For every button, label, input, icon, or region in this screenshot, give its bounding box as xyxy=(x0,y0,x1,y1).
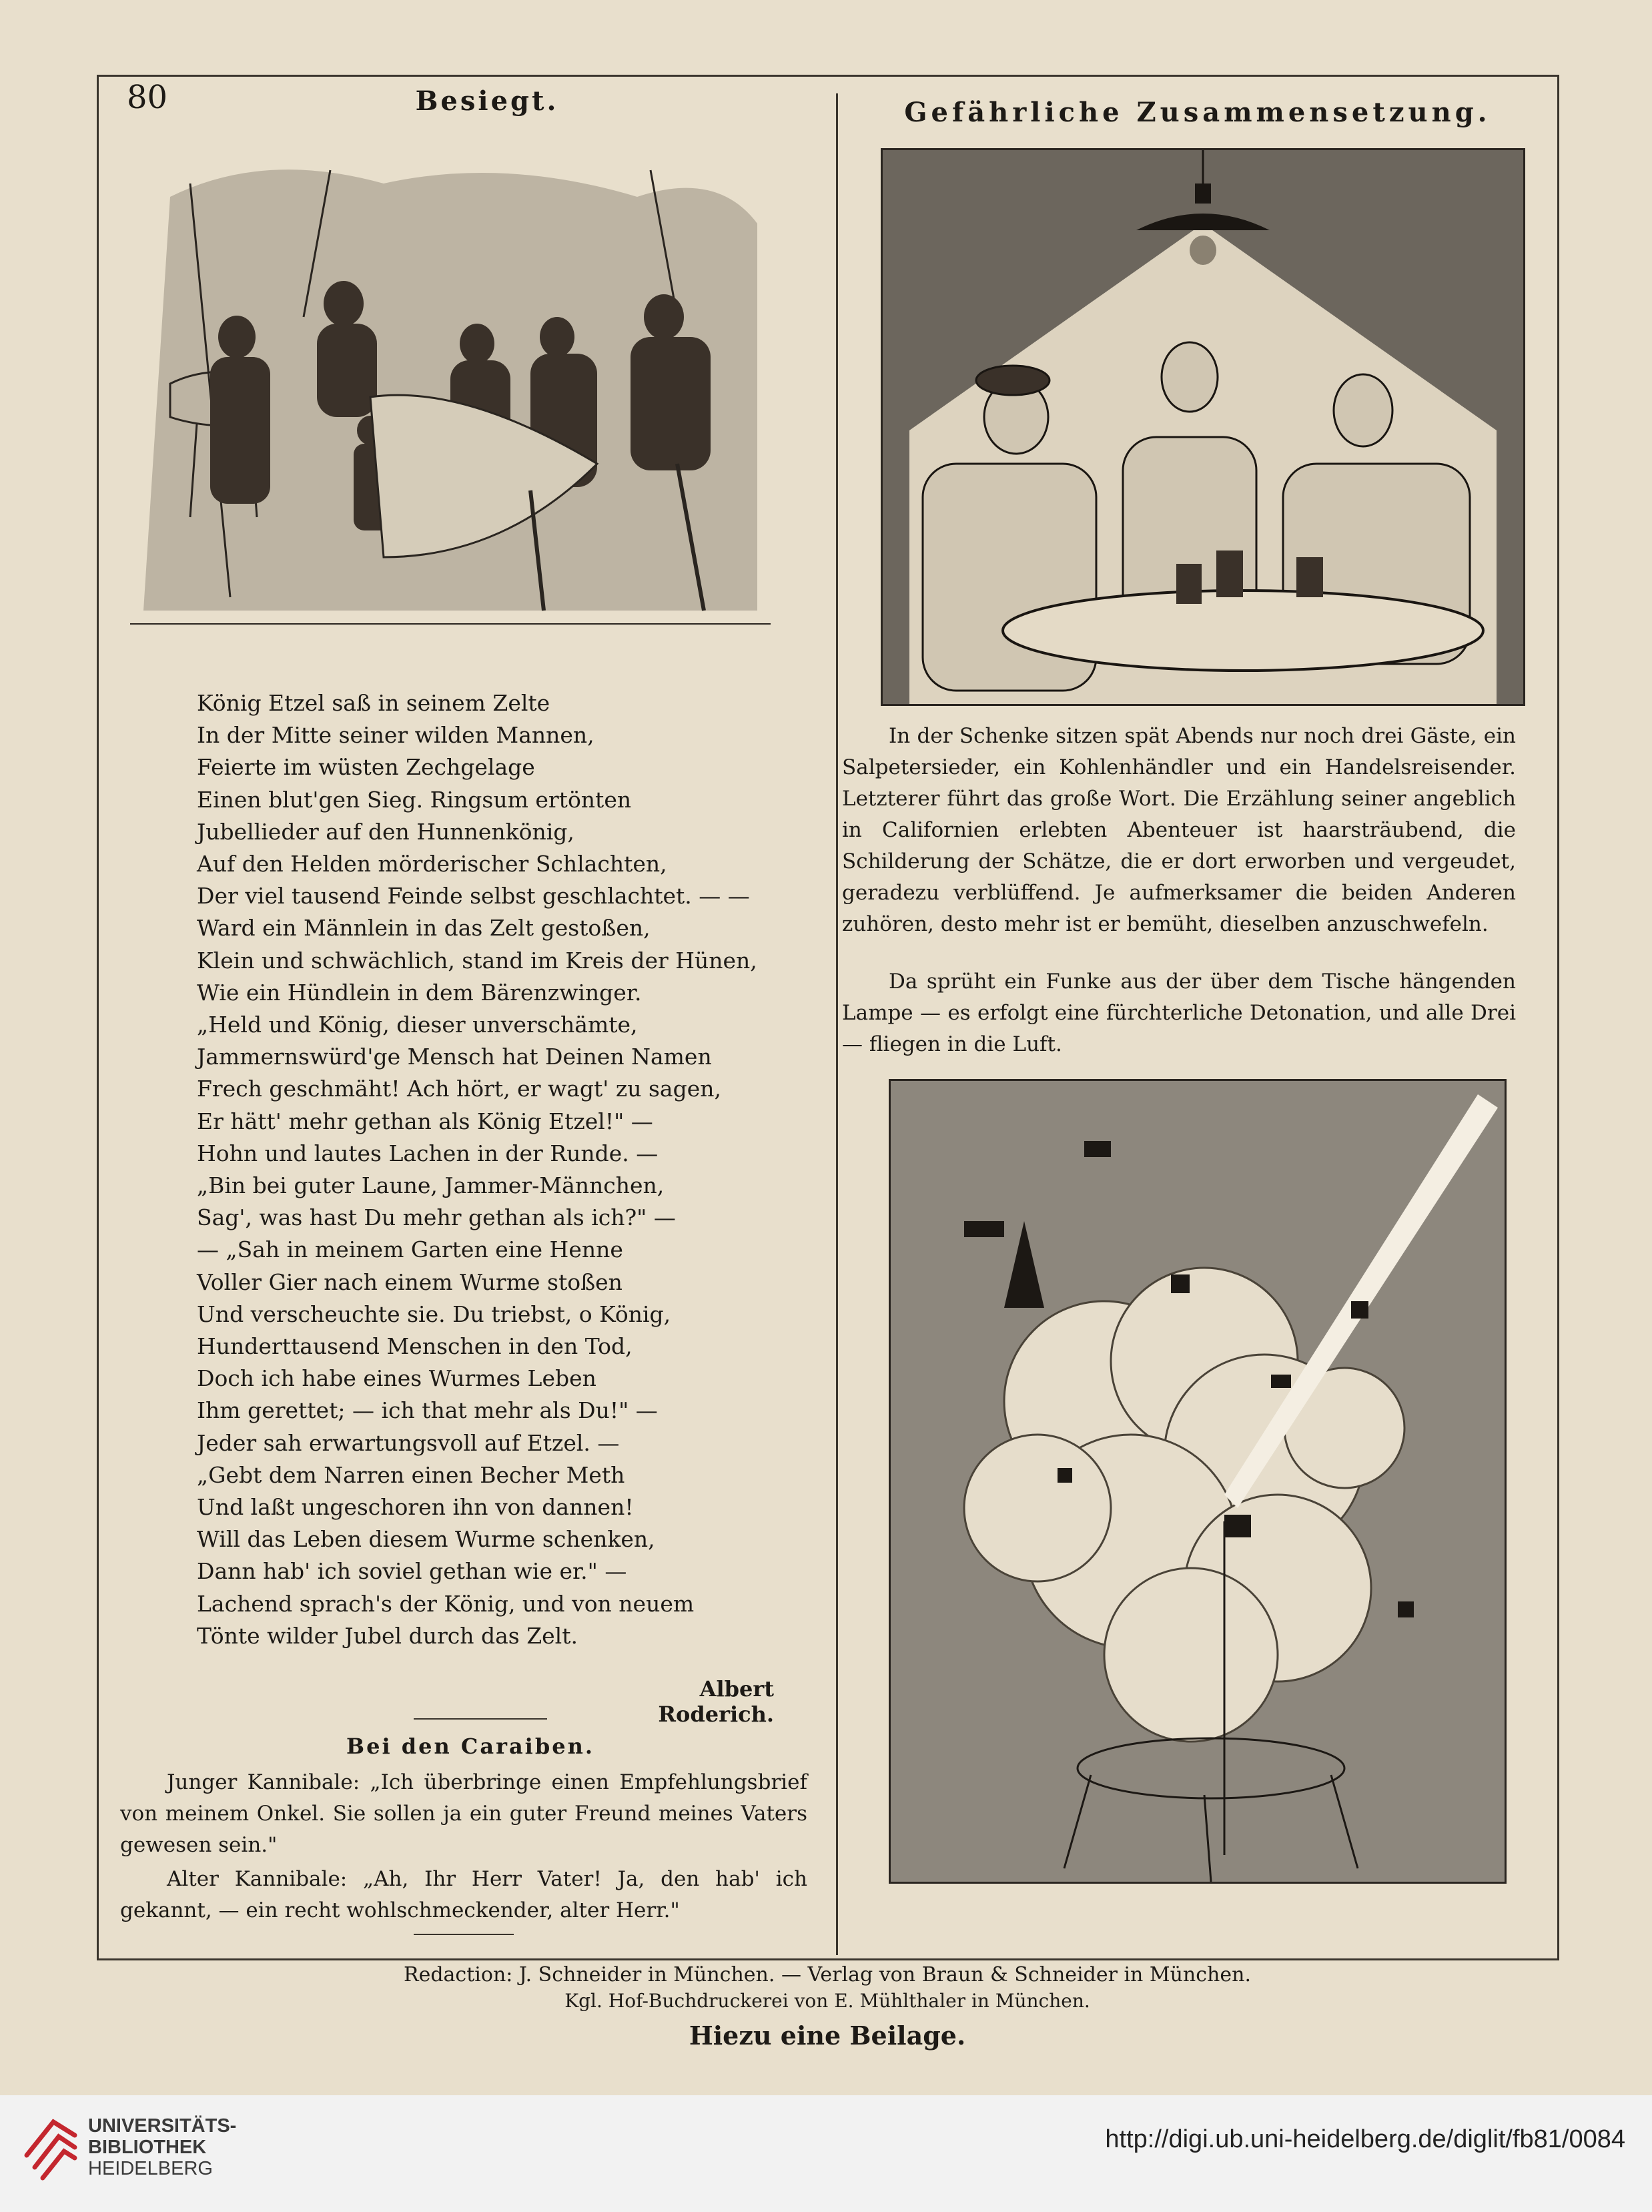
poem-line: Der viel tausend Feinde selbst geschlachtet. — — xyxy=(197,883,750,909)
poem-line: Jeder sah erwartungsvoll auf Etzel. — xyxy=(197,1429,620,1456)
footer-publisher: Redaction: J. Schneider in München. — Verlag von Braun & Schneider in München. xyxy=(404,1963,1251,1986)
column-divider xyxy=(836,93,838,1955)
poem-line: Doch ich habe eines Wurmes Leben xyxy=(197,1365,596,1392)
story-paragraph: In der Schenke sitzen spät Abends nur noch drei Gäste, ein Salpetersieder, ein Kohlenhändler und ein Handelsreisender. Letzterer führt das große Wort. Die Erzählung seiner angeblich in Californien erlebten Abenteuer ist haarsträubend, die Schilderung der Schätze, die er dort erworben und vergeudet, geradezu verblüffend. Je aufmerksamer die beiden Anderen zuhören, desto mehr ist er bemüht, dieselben anzuschwefeln. xyxy=(842,724,1516,936)
poem-line: Hunderttausend Menschen in den Tod, xyxy=(197,1333,633,1360)
footer-printer: Kgl. Hof-Buchdruckerei von E. Mühlthaler in München. xyxy=(564,1990,1090,2012)
poem-line: „Held und König, dieser unverschämte, xyxy=(197,1012,638,1038)
poem-line: König Etzel saß in seinem Zelte xyxy=(197,690,550,716)
poem-line: Jubellieder auf den Hunnenkönig, xyxy=(197,818,574,845)
library-name-line: BIBLIOTHEK xyxy=(88,2137,207,2158)
section-divider xyxy=(414,1718,547,1720)
left-article-title: Besiegt. xyxy=(415,85,559,117)
poem-author: Albert Roderich. xyxy=(658,1676,774,1727)
poem-line: Und verscheuchte sie. Du triebst, o König, xyxy=(197,1301,671,1327)
poem-line: Voller Gier nach einem Wurme stoßen xyxy=(197,1268,623,1295)
library-name-line: UNIVERSITÄTS- xyxy=(88,2115,237,2137)
poem-line: Tönte wilder Jubel durch das Zelt. xyxy=(197,1622,578,1649)
tavern-illustration xyxy=(881,148,1525,706)
poem-line: Sag', was hast Du mehr gethan als ich?" — xyxy=(197,1204,676,1231)
poem xyxy=(197,687,771,1652)
poem-line: Klein und schwächlich, stand im Kreis der Hünen, xyxy=(197,947,757,974)
right-article-title: Gefährliche Zusammensetzung. xyxy=(904,97,1491,128)
poem-line: — „Sah in meinem Garten eine Henne xyxy=(197,1236,623,1263)
poem-line: Er hätt' mehr gethan als König Etzel!" — xyxy=(197,1108,653,1134)
library-logo-icon[interactable] xyxy=(20,2109,80,2185)
poem-line: Hohn und lautes Lachen in der Runde. — xyxy=(197,1140,659,1166)
poem-line: „Bin bei guter Laune, Jammer-Männchen, xyxy=(197,1172,665,1199)
anecdote-paragraph: Junger Kannibale: „Ich überbringe einen Empfehlungsbrief von meinem Onkel. Sie sollen ja ein guter Freund meines Vaters gewesen sein." xyxy=(120,1770,807,1857)
explosion-illustration xyxy=(889,1079,1507,1884)
library-name xyxy=(88,2115,236,2179)
poem-line: Lachend sprach's der König, und von neuem xyxy=(197,1590,695,1617)
poem-line: Jammernswürd'ge Mensch hat Deinen Namen xyxy=(197,1044,712,1070)
poem-line: In der Mitte seiner wilden Mannen, xyxy=(197,722,594,749)
anecdote-paragraph: Alter Kannibale: „Ah, Ihr Herr Vater! Ja, den hab' ich gekannt, — ein recht wohlschmeckender, alter Herr." xyxy=(120,1867,807,1922)
permalink-url[interactable]: http://digi.ub.uni-heidelberg.de/diglit/fb81/0084 xyxy=(1105,2125,1625,2153)
poem-line: Frech geschmäht! Ach hört, er wagt' zu sagen, xyxy=(197,1076,721,1102)
footer-supplement: Hiezu eine Beilage. xyxy=(689,2020,966,2051)
library-name-line: HEIDELBERG xyxy=(88,2158,213,2179)
story-paragraph: Da sprüht ein Funke aus der über dem Tische hängenden Lampe — es erfolgt eine fürchterliche Detonation, und alle Drei — fliegen in die Luft. xyxy=(842,970,1516,1056)
poem-line: Wie ein Hündlein in dem Bärenzwinger. xyxy=(197,979,642,1006)
section-divider xyxy=(414,1934,514,1935)
poem-line: Feierte im wüsten Zechgelage xyxy=(197,754,535,781)
poem-line: Will das Leben diesem Wurme schenken, xyxy=(197,1526,655,1553)
etzel-tent-illustration xyxy=(130,143,771,651)
poem-line: „Gebt dem Narren einen Becher Meth xyxy=(197,1461,625,1488)
poem-line: Ihm gerettet; — ich that mehr als Du!" — xyxy=(197,1397,658,1424)
page-number: 80 xyxy=(127,79,168,116)
poem-line: Ward ein Männlein in das Zelt gestoßen, xyxy=(197,915,651,942)
anecdote-title: Bei den Caraiben. xyxy=(346,1734,594,1759)
poem-line: Und laßt ungeschoren ihn von dannen! xyxy=(197,1494,634,1521)
poem-line: Einen blut'gen Sieg. Ringsum ertönten xyxy=(197,786,632,813)
poem-line: Auf den Helden mörderischer Schlachten, xyxy=(197,851,667,877)
poem-line: Dann hab' ich soviel gethan wie er." — xyxy=(197,1558,627,1585)
